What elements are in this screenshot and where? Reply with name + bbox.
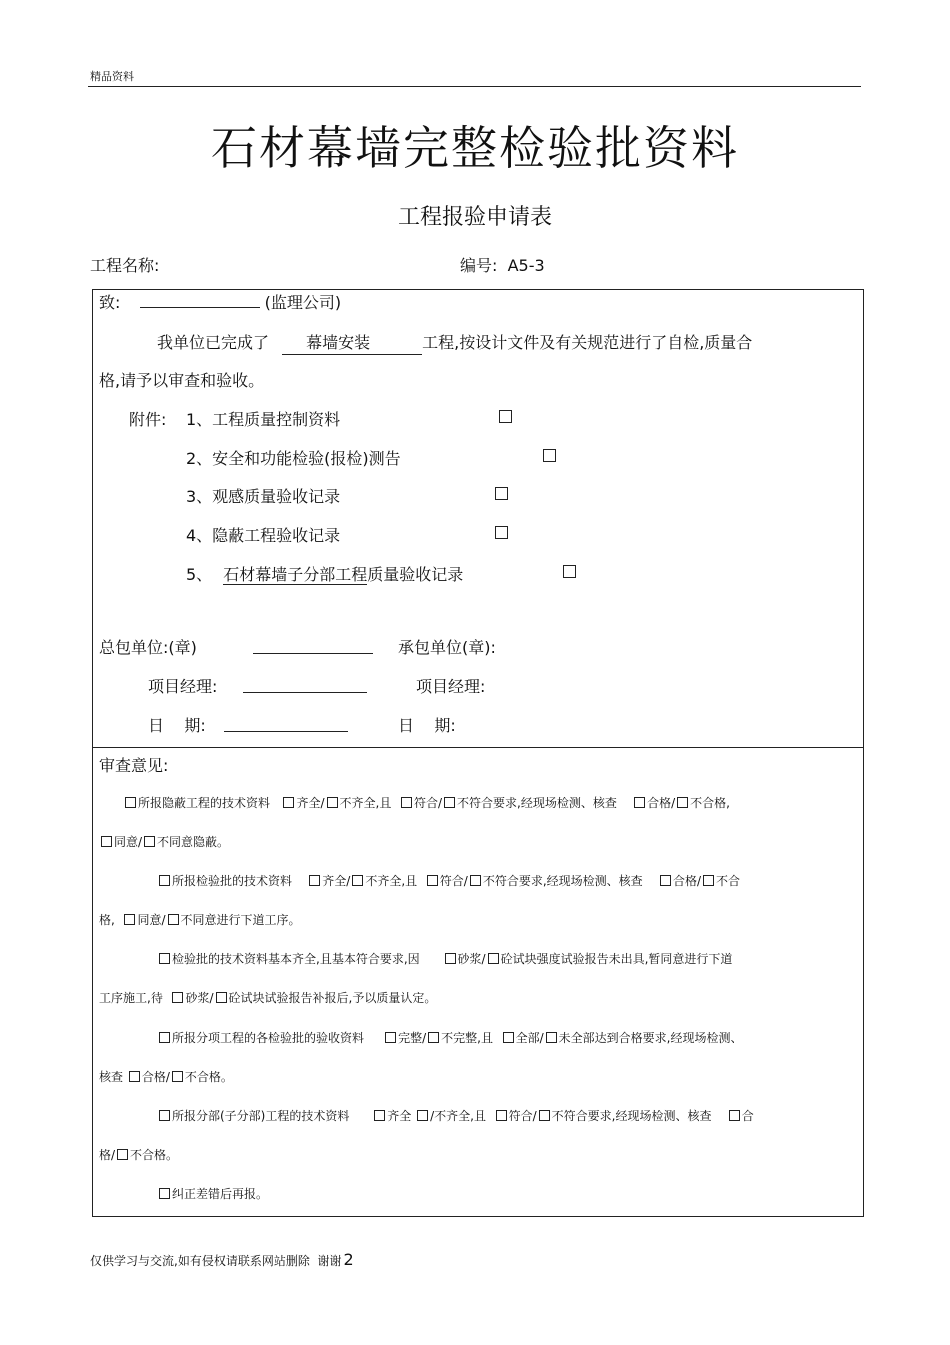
p4-notall-checkbox[interactable] — [546, 1032, 557, 1043]
p1-text-a: 所报隐蔽工程的技术资料 — [138, 796, 271, 810]
p2-incomplete-checkbox[interactable] — [352, 875, 363, 886]
p2-disagree-checkbox[interactable] — [168, 914, 179, 925]
p4-fail-checkbox[interactable] — [172, 1071, 183, 1082]
attachment-3: 3、观感质量验收记录 — [186, 487, 341, 506]
p1-text-g: 不合格, — [690, 796, 730, 810]
p2-nonconform-checkbox[interactable] — [470, 875, 481, 886]
p2-text-d: 符合/ — [439, 874, 468, 888]
p2-text-b: 齐全/ — [322, 874, 351, 888]
attachment-4-checkbox[interactable] — [495, 526, 508, 539]
general-contractor-label: 总包单位:(章) — [99, 638, 197, 657]
subcontractor-label: 承包单位(章): — [398, 638, 496, 657]
p1-incomplete-checkbox[interactable] — [327, 797, 338, 808]
project-name-label: 工程名称: — [90, 256, 160, 275]
p5-conform-checkbox[interactable] — [496, 1110, 507, 1121]
p3-concrete2-checkbox[interactable] — [216, 992, 227, 1003]
p2-text-e: 不符合要求,经现场检测、核查 — [482, 874, 643, 888]
p1-text-e: 不符合要求,经现场检测、核查 — [457, 796, 617, 810]
attachment-1-checkbox[interactable] — [499, 410, 512, 423]
project-value: 幕墙安装 — [282, 330, 422, 355]
p2-text-g: 不合 — [715, 874, 740, 888]
review-p4-line2 — [99, 1068, 233, 1085]
p3-text-c: 砼试块强度试验报告未出具,暂同意进行下道 — [500, 952, 733, 966]
p3-text-e: 砂浆/ — [185, 991, 214, 1005]
p1-text-b: 齐全/ — [296, 796, 325, 810]
header-label: 精品资料 — [90, 70, 134, 83]
p2-agree-checkbox[interactable] — [124, 914, 135, 925]
p4-complete-checkbox[interactable] — [385, 1032, 396, 1043]
attachment-5-checkbox[interactable] — [563, 565, 576, 578]
p4-text-c: 不完整,且 — [441, 1031, 493, 1045]
p5-text-g: 格/ — [99, 1148, 116, 1162]
p1-nonconform-checkbox[interactable] — [444, 797, 455, 808]
p3-text-a: 检验批的技术资料基本齐全,且基本符合要求,因 — [172, 952, 420, 966]
attachment-3-checkbox[interactable] — [495, 487, 508, 500]
review-section — [92, 748, 864, 1217]
p2-text-a: 所报检验批的技术资料 — [172, 874, 293, 888]
application-section — [92, 289, 864, 748]
p6-correct-checkbox[interactable] — [159, 1188, 170, 1199]
p1-text-d: 符合/ — [413, 796, 443, 810]
p2-text-h: 格, — [99, 913, 115, 927]
p5-text-c: /不齐全,且 — [430, 1109, 486, 1123]
supervisor-label: (监理公司) — [264, 293, 342, 312]
p1-text-f: 合格/ — [647, 796, 676, 810]
date-right-label: 日 期: — [398, 716, 456, 735]
number-field — [460, 253, 545, 276]
p1-text-i: 不同意隐蔽。 — [157, 835, 230, 849]
intro-line — [157, 330, 752, 355]
p2-pass-checkbox[interactable] — [660, 875, 671, 886]
p2-complete-checkbox[interactable] — [309, 875, 320, 886]
form-title: 工程报验申请表 — [397, 205, 552, 230]
general-contractor-blank[interactable] — [253, 639, 373, 654]
review-title: 审查意见: — [99, 756, 169, 775]
to-line — [99, 290, 341, 313]
footer-text: 仅供学习与交流,如有侵权请联系网站删除 谢谢 — [90, 1254, 342, 1268]
p5-text-d: 符合/ — [508, 1109, 537, 1123]
review-p3-line1 — [157, 950, 732, 967]
p3-concrete-checkbox[interactable] — [488, 953, 499, 964]
review-p5-line2 — [99, 1146, 178, 1163]
attachment-5-underlined: 石材幕墙子分部工程 — [223, 565, 368, 584]
p3-text-d: 工序施工,待 — [99, 991, 163, 1005]
p4-all-checkbox[interactable] — [503, 1032, 514, 1043]
pm-left-label: 项目经理: — [148, 677, 218, 696]
pm-right-label: 项目经理: — [416, 677, 486, 696]
p4-text-f: 核查 — [99, 1070, 124, 1084]
p5-pass-checkbox[interactable] — [729, 1110, 740, 1121]
p2-batch-checkbox[interactable] — [159, 875, 170, 886]
p4-item-checkbox[interactable] — [159, 1032, 170, 1043]
attachment-2-checkbox[interactable] — [543, 449, 556, 462]
p1-pass-checkbox[interactable] — [634, 797, 645, 808]
attachment-5 — [186, 562, 463, 585]
footer — [90, 1250, 354, 1269]
attachments-label: 附件: — [129, 410, 167, 429]
document-title: 石材幕墙完整检验批资料 — [211, 121, 739, 175]
review-p6 — [157, 1185, 268, 1202]
p1-complete-checkbox[interactable] — [283, 797, 294, 808]
p5-nonconform-checkbox[interactable] — [539, 1110, 550, 1121]
attachment-5-suffix: 质量验收记录 — [367, 565, 464, 584]
attachment-4: 4、隐蔽工程验收记录 — [186, 526, 341, 545]
p2-text-f: 合格/ — [672, 874, 701, 888]
p6-text: 纠正差错后再报。 — [172, 1187, 269, 1201]
p3-mortar2-checkbox[interactable] — [172, 992, 183, 1003]
number-label: 编号: — [460, 256, 498, 275]
review-p4-line1 — [157, 1029, 742, 1046]
p4-text-g: 合格/ — [141, 1070, 170, 1084]
p1-agree-checkbox[interactable] — [101, 836, 112, 847]
attachment-2: 2、安全和功能检验(报检)测告 — [186, 449, 401, 468]
p1-disagree-checkbox[interactable] — [144, 836, 155, 847]
date-left-blank[interactable] — [224, 717, 348, 732]
p5-complete-checkbox[interactable] — [374, 1110, 385, 1121]
number-value: A5-3 — [507, 256, 545, 275]
p4-text-a: 所报分项工程的各检验批的验收资料 — [172, 1031, 365, 1045]
review-p2-line1 — [157, 872, 740, 889]
review-p2-line2 — [99, 911, 301, 928]
header-divider — [88, 86, 861, 87]
p5-text-h: 不合格。 — [130, 1148, 179, 1162]
review-p1-line2 — [99, 833, 229, 850]
pm-left-blank[interactable] — [243, 678, 367, 693]
p5-incomplete-checkbox[interactable] — [417, 1110, 428, 1121]
page-number: 2 — [343, 1250, 354, 1269]
p3-text-b: 砂浆/ — [457, 952, 486, 966]
p2-conform-checkbox[interactable] — [427, 875, 438, 886]
p4-text-d: 全部/ — [515, 1031, 544, 1045]
supervisor-blank[interactable] — [140, 293, 260, 308]
p1-text-c: 不齐全,且 — [339, 796, 392, 810]
p1-text-h: 同意/ — [114, 835, 143, 849]
review-p3-line2 — [99, 989, 436, 1006]
p4-pass-checkbox[interactable] — [129, 1071, 140, 1082]
p5-text-e: 不符合要求,经现场检测、核查 — [551, 1109, 712, 1123]
p4-text-e: 未全部达到合格要求,经现场检测、 — [558, 1031, 743, 1045]
p2-text-i: 同意/ — [137, 913, 166, 927]
p2-text-j: 不同意进行下道工序。 — [180, 913, 301, 927]
review-p5-line1 — [157, 1107, 754, 1124]
p2-text-c: 不齐全,且 — [365, 874, 418, 888]
p3-text-f: 砼试块试验报告补报后,予以质量认定。 — [228, 991, 437, 1005]
intro-prefix: 我单位已完成了 — [157, 333, 270, 352]
attachment-5-prefix: 5、 — [186, 565, 213, 584]
intro-line-2: 格,请予以审查和验收。 — [99, 371, 265, 390]
p4-text-b: 完整/ — [398, 1031, 427, 1045]
p5-text-f: 合 — [741, 1109, 754, 1123]
p3-basic-checkbox[interactable] — [159, 953, 170, 964]
to-label: 致: — [99, 293, 121, 312]
review-p1-line1 — [123, 794, 730, 811]
p5-text-b: 齐全 — [387, 1109, 412, 1123]
p2-fail-checkbox[interactable] — [703, 875, 714, 886]
date-left-label: 日 期: — [148, 716, 206, 735]
p1-conform-checkbox[interactable] — [401, 797, 412, 808]
p5-division-checkbox[interactable] — [159, 1110, 170, 1121]
attachment-1: 1、工程质量控制资料 — [186, 410, 341, 429]
p1-fail-checkbox[interactable] — [677, 797, 688, 808]
p5-fail-checkbox[interactable] — [117, 1149, 128, 1160]
intro-suffix: 工程,按设计文件及有关规范进行了自检,质量合 — [422, 333, 753, 352]
p4-incomplete-checkbox[interactable] — [428, 1032, 439, 1043]
p4-text-h: 不合格。 — [184, 1070, 233, 1084]
p5-text-a: 所报分部(子分部)工程的技术资料 — [172, 1109, 350, 1123]
p3-mortar-checkbox[interactable] — [445, 953, 456, 964]
p1-hidden-checkbox[interactable] — [125, 797, 136, 808]
